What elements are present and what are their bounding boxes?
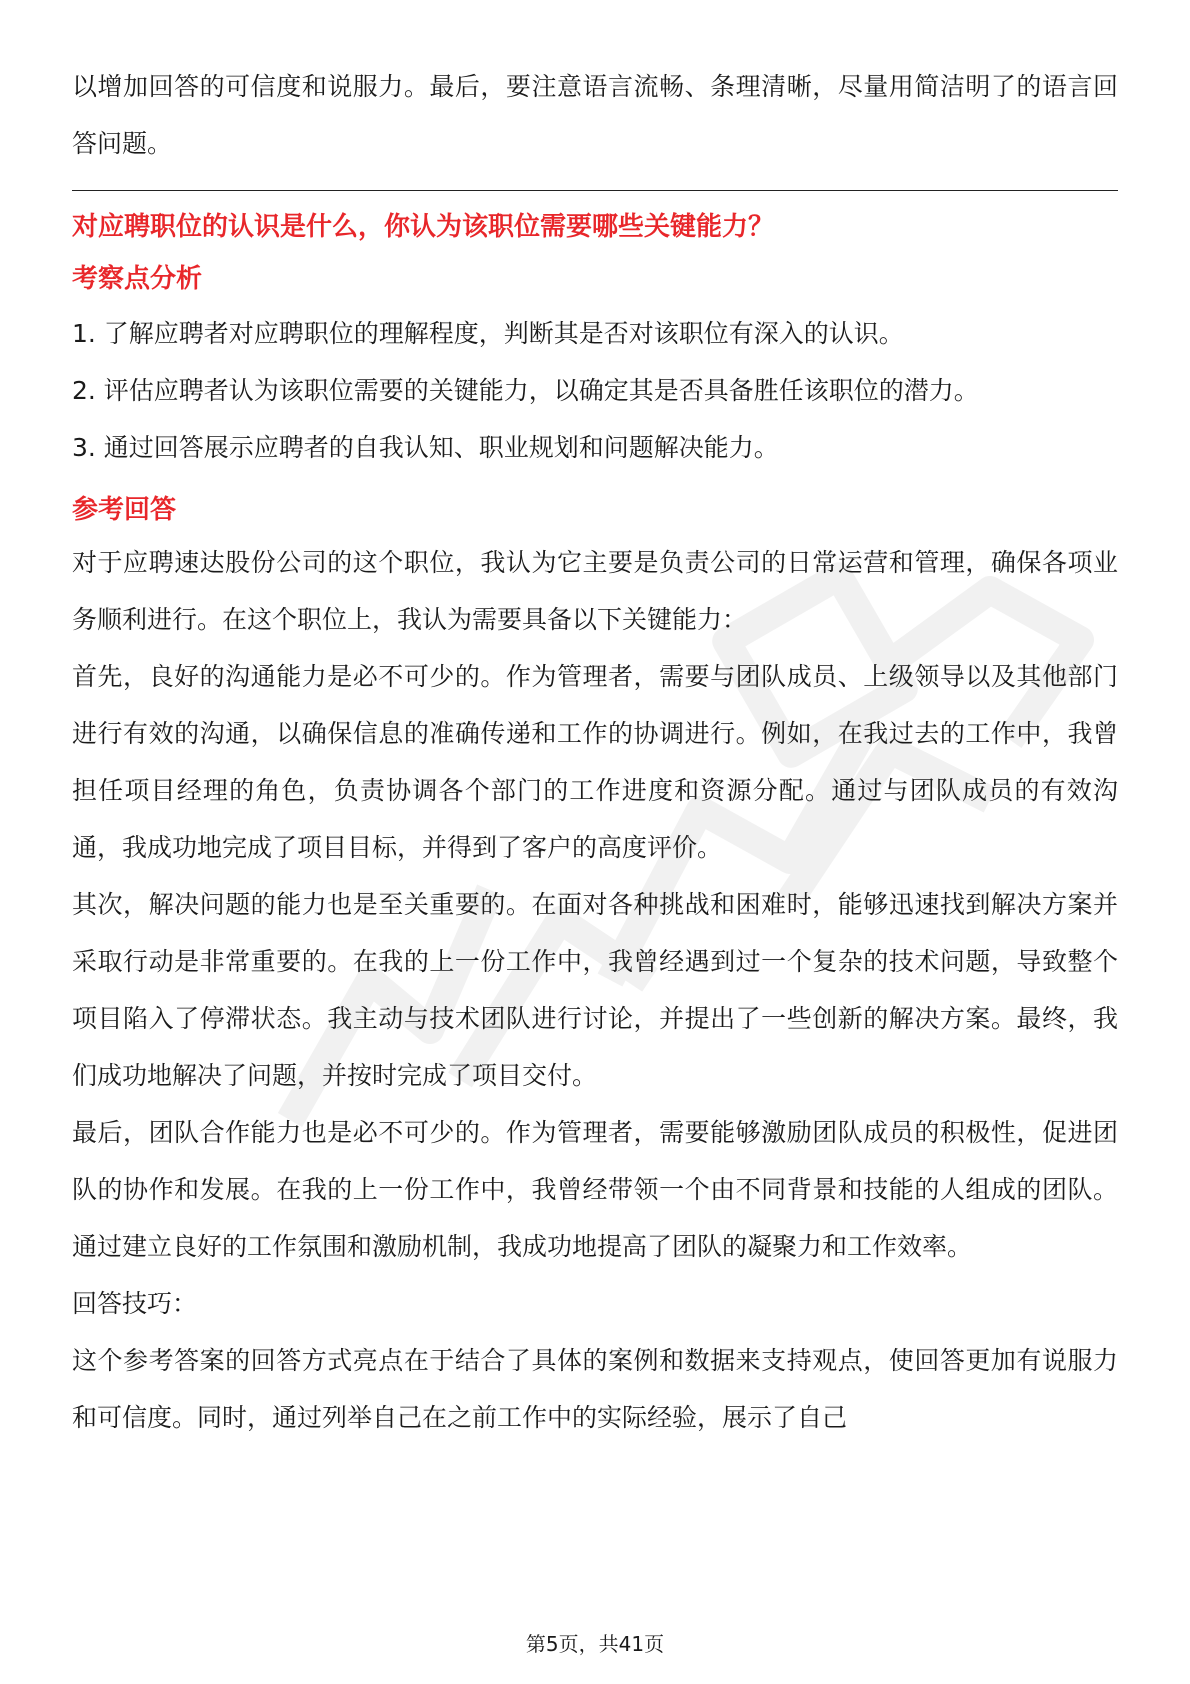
reference-heading: 参考回答 [72,495,177,525]
reference-answer [72,534,1118,1446]
answer-paragraph: 最后，团队合作能力也是必不可少的。作为管理者，需要能够激励团队成员的积极性，促进团队的协作和发展。在我的上一份工作中，我曾经带领一个由不同背景和技能的人组成的团队。通过建立良好的工作氛围和激励机制，我成功地提高了团队的凝聚力和工作效率。 [72,1118,1118,1261]
analysis-point: 1. 了解应聘者对应聘职位的理解程度，判断其是否对该职位有深入的认识。 [72,319,904,348]
analysis-point: 3. 通过回答展示应聘者的自我认知、职业规划和问题解决能力。 [72,433,779,462]
intro-paragraph: 以增加回答的可信度和说服力。最后，要注意语言流畅、条理清晰，尽量用简洁明了的语言回答问题。 [72,72,1118,158]
analysis-heading: 考察点分析 [72,264,203,294]
question-title: 对应聘职位的认识是什么，你认为该职位需要哪些关键能力？ [72,212,775,242]
answer-paragraph: 首先，良好的沟通能力是必不可少的。作为管理者，需要与团队成员、上级领导以及其他部门进行有效的沟通，以确保信息的准确传递和工作的协调进行。例如，在我过去的工作中，我曾担任项目经理的角色，负责协调各个部门的工作进度和资源分配。通过与团队成员的有效沟通，我成功地完成了项目目标，并得到了客户的高度评价。 [72,662,1118,862]
tips-label: 回答技巧： [72,1289,198,1318]
page-number-footer: 第5页，共41页 [525,1632,665,1656]
analysis-points [72,305,1118,476]
answer-paragraph: 其次，解决问题的能力也是至关重要的。在面对各种挑战和困难时，能够迅速找到解决方案并采取行动是非常重要的。在我的上一份工作中，我曾经遇到过一个复杂的技术问题，导致整个项目陷入了停滞状态。我主动与技术团队进行讨论，并提出了一些创新的解决方案。最终，我们成功地解决了问题，并按时完成了项目交付。 [72,890,1118,1090]
analysis-point: 2. 评估应聘者认为该职位需要的关键能力，以确定其是否具备胜任该职位的潜力。 [72,376,979,405]
page-content [72,58,1118,1446]
tips-paragraph: 这个参考答案的回答方式亮点在于结合了具体的案例和数据来支持观点，使回答更加有说服力和可信度。同时，通过列举自己在之前工作中的实际经验，展示了自己 [72,1346,1118,1432]
section-divider [72,190,1118,191]
answer-paragraph: 对于应聘速达股份公司的这个职位，我认为它主要是负责公司的日常运营和管理，确保各项业务顺利进行。在这个职位上，我认为需要具备以下关键能力： [72,548,1118,634]
